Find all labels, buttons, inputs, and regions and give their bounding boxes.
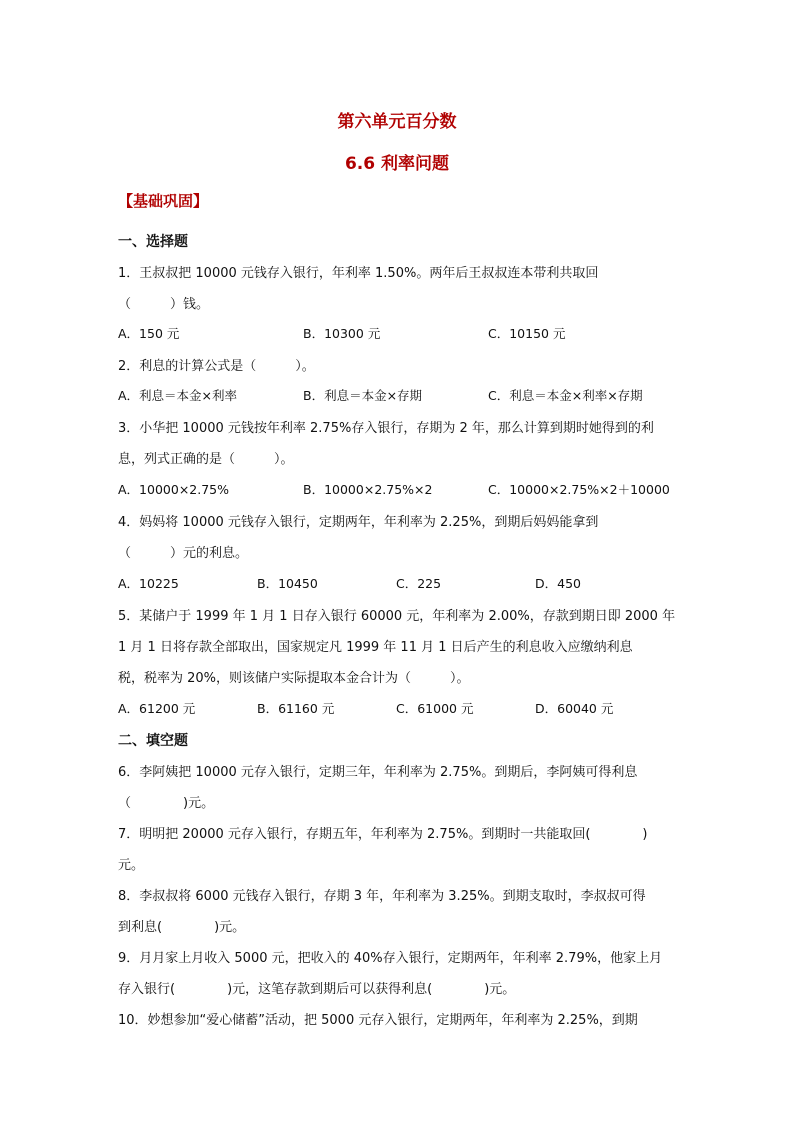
question-6-line-1: 6．李阿姨把 10000 元存入银行，定期三年，年利率为 2.75%。到期后，李阿姨可得利息	[118, 765, 638, 780]
question-3-line-1: 3．小华把 10000 元钱按年利率 2.75%存入银行，存期为 2 年，那么计算到期时她得到的利	[118, 421, 654, 436]
question-6-line-2: （ )元。	[118, 796, 215, 811]
option-a[interactable]: A．10225	[118, 576, 179, 591]
question-1-line-1: 1．王叔叔把 10000 元钱存入银行，年利率 1.50%。两年后王叔叔连本带利共取回	[118, 266, 599, 281]
question-3-options	[118, 480, 678, 500]
option-c[interactable]: C．利息＝本金×利率×存期	[488, 388, 643, 403]
question-8-line-2: 到利息( )元。	[118, 920, 246, 935]
option-a[interactable]: A．61200 元	[118, 701, 196, 716]
option-b[interactable]: B．61160 元	[257, 701, 335, 716]
question-5-line-3: 税，税率为 20%，则该储户实际提取本金合计为（ ）。	[118, 671, 470, 686]
section-heading: 【基础巩固】	[118, 192, 209, 210]
option-a[interactable]: A．10000×2.75%	[118, 482, 229, 497]
question-4-line-2: （ ）元的利息。	[118, 546, 249, 561]
option-b[interactable]: B．10000×2.75%×2	[303, 482, 433, 497]
unit-title: 第六单元百分数	[337, 112, 457, 132]
option-c[interactable]: C．10150 元	[488, 326, 566, 341]
part-heading-fill: 二、填空题	[118, 733, 188, 749]
option-c[interactable]: C．225	[396, 576, 442, 591]
question-10-line-1: 10．妙想参加“爱心储蓄”活动，把 5000 元存入银行，定期两年，年利率为 2.25%，到期	[118, 1013, 638, 1028]
question-5-options	[118, 699, 678, 719]
lesson-title: 6.6 利率问题	[344, 154, 450, 174]
part-heading-choice: 一、选择题	[118, 234, 188, 250]
option-b[interactable]: B．10450	[257, 576, 318, 591]
option-d[interactable]: D．450	[535, 576, 581, 591]
question-9-line-2: 存入银行( )元，这笔存款到期后可以获得利息( )元。	[118, 982, 516, 997]
question-8-line-1: 8．李叔叔将 6000 元钱存入银行，存期 3 年，年利率为 3.25%。到期支取时，李叔叔可得	[118, 889, 646, 904]
question-7-line-1: 7．明明把 20000 元存入银行，存期五年，年利率为 2.75%。到期时一共能取回( )	[118, 827, 648, 842]
option-c[interactable]: C．10000×2.75%×2＋10000	[488, 482, 670, 497]
option-b[interactable]: B．10300 元	[303, 326, 381, 341]
question-5-line-2: 1 月 1 日将存款全部取出，国家规定凡 1999 年 11 月 1 日后产生的利息收入应缴纳利息	[118, 640, 633, 655]
option-d[interactable]: D．60040 元	[535, 701, 614, 716]
option-a[interactable]: A．150 元	[118, 326, 180, 341]
question-9-line-1: 9．月月家上月收入 5000 元，把收入的 40%存入银行，定期两年，年利率 2.79%，他家上月	[118, 951, 663, 966]
question-1-line-2: （ ）钱。	[118, 297, 210, 312]
question-7-line-2: 元。	[118, 858, 145, 873]
question-5-line-1: 5．某储户于 1999 年 1 月 1 日存入银行 60000 元，年利率为 2.00%，存款到期日即 2000 年	[118, 609, 676, 624]
option-b[interactable]: B．利息＝本金×存期	[303, 388, 423, 403]
question-2-line-1: 2．利息的计算公式是（ ）。	[118, 359, 315, 374]
question-2-options	[118, 386, 678, 406]
option-a[interactable]: A．利息＝本金×利率	[118, 388, 238, 403]
question-1-options	[118, 324, 678, 344]
question-4-line-1: 4．妈妈将 10000 元钱存入银行，定期两年，年利率为 2.25%，到期后妈妈能拿到	[118, 515, 599, 530]
question-4-options	[118, 574, 678, 594]
option-c[interactable]: C．61000 元	[396, 701, 474, 716]
question-3-line-2: 息，列式正确的是（ ）。	[118, 452, 294, 467]
